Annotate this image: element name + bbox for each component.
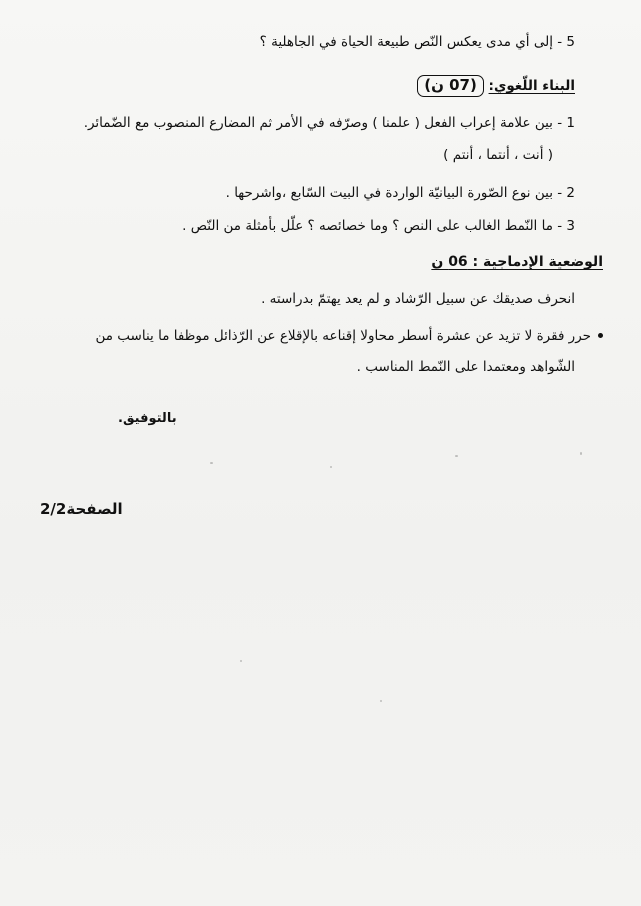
section-language-points: (07 ن) <box>417 75 484 97</box>
question-1-line-2: ( أنت ، أنتما ، أنتم ) <box>443 147 553 163</box>
task-line-2: الشّواهد ومعتمدا على النّمط المناسب . <box>356 359 575 375</box>
closing-wish: بالتوفيق. <box>118 411 177 426</box>
task-line-1: حرر فقرة لا تزيد عن عشرة أسطر محاولا إقناعه بالإقلاع عن الرّذائل موظفا ما يناسب من <box>95 328 591 344</box>
scan-speck <box>380 700 382 702</box>
scenario-text: انحرف صديقك عن سبيل الرّشاد و لم يعد يهتمّ بدراسته . <box>261 291 575 307</box>
scan-speck <box>330 466 332 468</box>
scan-speck <box>210 462 213 464</box>
scan-speck <box>455 455 458 457</box>
question-5: 5 - إلى أي مدى يعكس النّص طبيعة الحياة في الجاهلية ؟ <box>259 34 575 50</box>
bullet-icon <box>598 333 603 338</box>
question-3: 3 - ما النّمط الغالب على النص ؟ وما خصائصه ؟ علّل بأمثلة من النّص . <box>182 218 575 234</box>
page-number: الصفحة2/2 <box>40 500 123 518</box>
section-integration-heading: الوضعية الإدماجية : 06 ن <box>431 254 603 270</box>
question-2: 2 - بين نوع الصّورة البيانيّة الواردة في البيت السّابع ،واشرحها . <box>225 185 575 201</box>
section-language-heading <box>417 75 575 97</box>
section-language-title: البناء اللّغوي: <box>488 78 575 94</box>
scan-speck <box>240 660 242 662</box>
question-1-line-1: 1 - بين علامة إعراب الفعل ( علمنا ) وصرّفه في الأمر ثم المضارع المنصوب مع الضّمائر. <box>83 115 575 131</box>
scan-speck <box>580 452 582 455</box>
